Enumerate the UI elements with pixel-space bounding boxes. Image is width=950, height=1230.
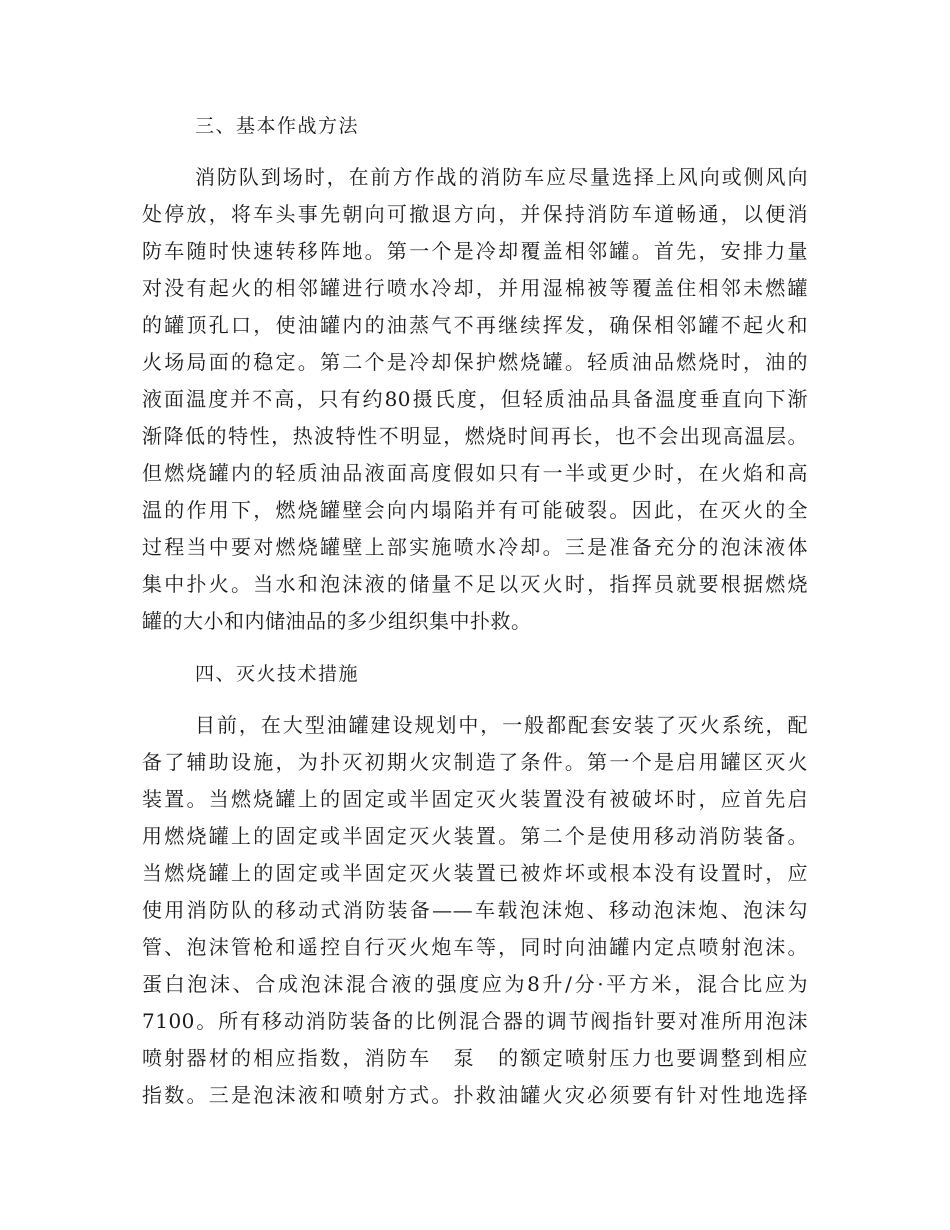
paragraph-line: 装置。当燃烧罐上的固定或半固定灭火装置没有被破坏时，应首先启	[142, 787, 808, 811]
paragraph-line: 备了辅助设施，为扑灭初期火灾制造了条件。第一个是启用罐区灭火	[142, 750, 808, 774]
paragraph-line: 处停放，将车头事先朝向可撤退方向，并保持消防车道畅通，以便消	[142, 202, 808, 226]
section-3-heading: 三、基本作战方法	[195, 115, 360, 137]
paragraph-line: 集中扑火。当水和泡沫液的储量不足以灭火时，指挥员就要根据燃烧	[142, 572, 808, 596]
section-3-paragraph	[142, 159, 808, 640]
paragraph-line: 7100。所有移动消防装备的比例混合器的调节阀指针要对准所用泡沫	[142, 1009, 808, 1033]
document-page	[142, 108, 808, 1130]
section-4-paragraph	[142, 707, 808, 1114]
paragraph-line: 用燃烧罐上的固定或半固定灭火装置。第二个是使用移动消防装备。	[142, 824, 808, 848]
paragraph-line: 消防队到场时，在前方作战的消防车应尽量选择上风向或侧风向	[195, 165, 808, 189]
paragraph-line: 但燃烧罐内的轻质油品液面高度假如只有一半或更少时，在火焰和高	[142, 461, 808, 485]
paragraph-line: 温的作用下，燃烧罐壁会向内塌陷并有可能破裂。因此，在灭火的全	[142, 498, 808, 522]
paragraph-line: 当燃烧罐上的固定或半固定灭火装置已被炸坏或根本没有设置时，应	[142, 861, 808, 885]
paragraph-line: 火场局面的稳定。第二个是冷却保护燃烧罐。轻质油品燃烧时，油的	[142, 350, 808, 374]
paragraph-line: 指数。三是泡沫液和喷射方式。扑救油罐火灾必须要有针对性地选择	[142, 1083, 808, 1107]
paragraph-line: 管、泡沫管枪和遥控自行灭火炮车等，同时向油罐内定点喷射泡沫。	[142, 935, 808, 959]
paragraph-line: 的罐顶孔口，使油罐内的油蒸气不再继续挥发，确保相邻罐不起火和	[142, 313, 808, 337]
paragraph-line: 过程当中要对燃烧罐壁上部实施喷水冷却。三是准备充分的泡沫液体	[142, 535, 808, 559]
paragraph-line: 渐降低的特性，热波特性不明显，燃烧时间再长，也不会出现高温层。	[142, 424, 808, 448]
section-4-heading: 四、灭火技术措施	[195, 663, 360, 685]
paragraph-line: 液面温度并不高，只有约80摄氏度，但轻质油品具备温度垂直向下渐	[142, 387, 808, 411]
paragraph-line: 蛋白泡沫、合成泡沫混合液的强度应为8升/分·平方米，混合比应为	[142, 972, 808, 996]
paragraph-line: 罐的大小和内储油品的多少组织集中扑救。	[142, 609, 532, 633]
paragraph-line: 喷射器材的相应指数，消防车 泵 的额定喷射压力也要调整到相应	[142, 1046, 808, 1070]
paragraph-line: 防车随时快速转移阵地。第一个是冷却覆盖相邻罐。首先，安排力量	[142, 239, 808, 263]
paragraph-line: 使用消防队的移动式消防装备——车载泡沫炮、移动泡沫炮、泡沫勾	[142, 898, 808, 922]
paragraph-line: 对没有起火的相邻罐进行喷水冷却，并用湿棉被等覆盖住相邻未燃罐	[142, 276, 808, 300]
paragraph-line: 目前，在大型油罐建设规划中，一般都配套安装了灭火系统，配	[195, 713, 808, 737]
